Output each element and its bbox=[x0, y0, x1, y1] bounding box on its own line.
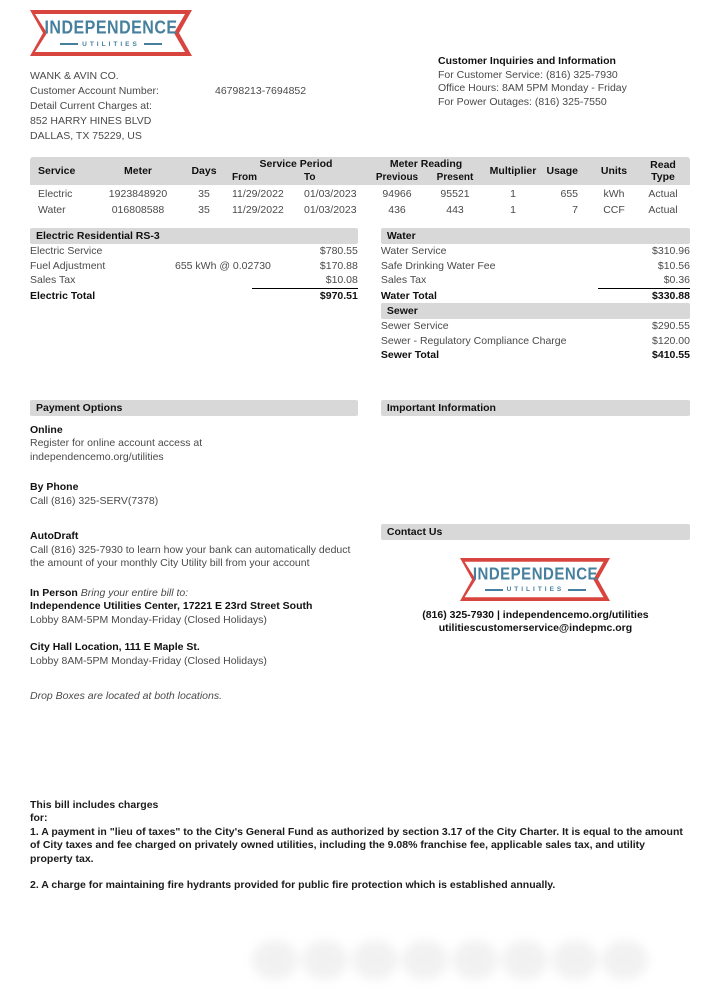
cell-read-type: Actual bbox=[648, 188, 678, 200]
charge-row bbox=[381, 319, 690, 334]
cell-multiplier: 1 bbox=[510, 204, 516, 216]
bill-footnotes bbox=[30, 799, 690, 893]
logo-title: INDEPENDENCE bbox=[44, 18, 178, 38]
charge-label: Sewer Service bbox=[380, 320, 449, 332]
cell-previous: 94966 bbox=[382, 188, 412, 200]
charge-amount: $410.55 bbox=[652, 349, 690, 361]
col-header-from: From bbox=[224, 171, 296, 185]
charge-amount: $330.88 bbox=[652, 289, 690, 302]
charge-row bbox=[30, 244, 358, 259]
inquiries-customer-service: For Customer Service: (816) 325-7930 bbox=[438, 68, 618, 81]
col-header-usage: Usage bbox=[542, 157, 592, 185]
charge-label: Sewer - Regulatory Compliance Charge bbox=[380, 334, 567, 347]
footnote-1: 1. A payment in "lieu of taxes" to the City's General Fund as authorized by section 3.17 of the City Charter. It is equal to the amount of City taxes and fee charged on privately owned utilities, including the 9.08% franchise fee, applicable sales tax, and utility property tax. bbox=[30, 825, 683, 865]
charge-row bbox=[381, 273, 690, 288]
detail-charges-label: Detail Current Charges at: bbox=[30, 100, 152, 112]
logo-rule-right bbox=[568, 589, 586, 591]
cell-meter: 1923848920 bbox=[108, 188, 168, 200]
cell-from: 11/29/2022 bbox=[232, 204, 284, 216]
footnote-intro-line1: This bill includes charges bbox=[30, 798, 159, 811]
autodraft-text: Call (816) 325-7930 to learn how your bank can automatically deduct the amount of your monthly City Utility bill from your account bbox=[30, 543, 351, 569]
col-header-previous: Previous bbox=[368, 171, 426, 185]
online-title: Online bbox=[30, 423, 63, 436]
water-total-row bbox=[381, 289, 690, 304]
independence-utilities-logo-footer bbox=[460, 558, 610, 601]
col-group-service-period: Service Period bbox=[224, 157, 368, 171]
service-address-line1: 852 HARRY HINES BLVD bbox=[30, 115, 152, 127]
charge-label: Sales Tax bbox=[30, 274, 76, 286]
sewer-total-row bbox=[381, 348, 690, 363]
col-group-meter-reading: Meter Reading bbox=[368, 157, 484, 171]
city-hall-hours: Lobby 8AM-5PM Monday-Friday (Closed Holidays) bbox=[30, 654, 267, 667]
account-number-label: Customer Account Number: bbox=[30, 85, 159, 97]
in-person-title: In Person bbox=[30, 586, 78, 599]
charge-row bbox=[30, 273, 358, 288]
customer-inquiries-block bbox=[438, 55, 690, 109]
right-info-column bbox=[381, 400, 690, 704]
online-url: independencemo.org/utilities bbox=[30, 450, 164, 463]
independence-utilities-logo bbox=[30, 10, 192, 56]
cell-meter: 016808588 bbox=[111, 204, 165, 216]
contact-phone-web: (816) 325-7930 | independencemo.org/utilities bbox=[422, 608, 649, 621]
charge-label: Sewer Total bbox=[380, 349, 440, 361]
logo-rule-right bbox=[144, 43, 162, 45]
cell-to: 01/03/2023 bbox=[304, 204, 357, 216]
charge-amount: $290.55 bbox=[652, 320, 690, 332]
customer-company: WANK & AVIN CO. bbox=[30, 70, 119, 82]
charge-row bbox=[381, 334, 690, 349]
col-header-multiplier: Multiplier bbox=[484, 157, 542, 185]
charge-label: Water Service bbox=[380, 245, 447, 257]
cell-days: 35 bbox=[198, 204, 210, 216]
cell-previous: 436 bbox=[388, 204, 406, 216]
charge-label: Fuel Adjustment bbox=[30, 259, 106, 272]
by-phone-number: Call (816) 325-SERV(7378) bbox=[30, 494, 159, 507]
payment-options-header: Payment Options bbox=[30, 400, 358, 416]
charge-amount: $310.96 bbox=[652, 245, 690, 257]
logo-subtitle: UTILITIES bbox=[506, 586, 565, 593]
service-address-line2: DALLAS, TX 75229, US bbox=[30, 130, 142, 142]
online-line1: Register for online account access at bbox=[30, 437, 203, 449]
contact-us-header: Contact Us bbox=[381, 524, 690, 540]
inquiries-title: Customer Inquiries and Information bbox=[438, 55, 616, 67]
col-header-service: Service bbox=[30, 157, 92, 185]
charge-amount: $0.36 bbox=[663, 274, 690, 286]
charge-amount: $780.55 bbox=[319, 245, 358, 257]
electric-total-row bbox=[30, 289, 358, 304]
in-person-hours: Lobby 8AM-5PM Monday-Friday (Closed Holidays) bbox=[30, 613, 267, 626]
important-information-header: Important Information bbox=[381, 400, 690, 416]
col-header-days: Days bbox=[184, 157, 224, 185]
cell-read-type: Actual bbox=[648, 204, 678, 216]
cell-present: 95521 bbox=[440, 188, 470, 200]
cell-service: Electric bbox=[38, 188, 73, 200]
charge-row bbox=[30, 259, 358, 274]
water-sewer-charges-section bbox=[381, 228, 690, 363]
charge-label: Water Total bbox=[380, 289, 437, 302]
electric-section-header: Electric Residential RS-3 bbox=[30, 228, 358, 244]
col-header-to: To bbox=[296, 171, 368, 185]
account-number-value: 46798213-7694852 bbox=[215, 85, 307, 97]
col-header-meter: Meter bbox=[92, 157, 184, 185]
cell-service: Water bbox=[38, 204, 66, 216]
cell-days: 35 bbox=[198, 188, 210, 200]
col-header-read-type: Read Type bbox=[636, 157, 690, 185]
logo-subtitle: UTILITIES bbox=[82, 40, 140, 48]
city-hall-location: City Hall Location, 111 E Maple St. bbox=[30, 641, 200, 653]
sewer-section-header: Sewer bbox=[381, 303, 690, 319]
logo-title: INDEPENDENCE bbox=[472, 564, 599, 585]
charge-amount: $10.08 bbox=[325, 274, 358, 286]
in-person-location: Independence Utilities Center, 17221 E 23rd Street South bbox=[30, 600, 313, 612]
customer-address-block bbox=[30, 69, 438, 144]
charge-detail: 655 kWh @ 0.02730 bbox=[175, 259, 271, 272]
inquiries-office-hours: Office Hours: 8AM 5PM Monday - Friday bbox=[438, 82, 627, 94]
logo-rule-left bbox=[485, 589, 503, 591]
col-header-units: Units bbox=[592, 157, 636, 185]
watermark-smudge bbox=[250, 932, 680, 990]
charge-amount: $170.88 bbox=[319, 259, 358, 272]
autodraft-title: AutoDraft bbox=[30, 530, 79, 542]
charge-label: Sales Tax bbox=[380, 274, 427, 286]
charge-amount: $10.56 bbox=[657, 259, 690, 272]
charge-row bbox=[381, 259, 690, 274]
cell-units: CCF bbox=[603, 204, 625, 216]
meter-reading-table bbox=[30, 157, 690, 217]
cell-units: kWh bbox=[603, 188, 625, 200]
charge-amount: $120.00 bbox=[652, 334, 690, 347]
table-row-water bbox=[30, 201, 690, 217]
charge-row bbox=[381, 244, 690, 259]
payment-options-section bbox=[30, 400, 358, 704]
table-row-electric bbox=[30, 185, 690, 201]
charge-label: Electric Total bbox=[30, 289, 96, 302]
charge-label: Electric Service bbox=[30, 245, 103, 257]
cell-from: 11/29/2022 bbox=[232, 188, 284, 200]
logo-rule-left bbox=[60, 43, 78, 45]
col-header-present: Present bbox=[426, 171, 484, 185]
water-section-header: Water bbox=[381, 228, 690, 244]
cell-present: 443 bbox=[446, 204, 464, 216]
by-phone-title: By Phone bbox=[30, 481, 79, 493]
charge-amount: $970.51 bbox=[319, 289, 358, 302]
drop-boxes-note: Drop Boxes are located at both locations. bbox=[30, 690, 223, 702]
contact-email: utilitiescustomerservice@indepmc.org bbox=[438, 621, 633, 634]
cell-usage: 7 bbox=[572, 204, 579, 216]
charge-label: Safe Drinking Water Fee bbox=[380, 259, 496, 272]
in-person-line bbox=[30, 587, 358, 601]
cell-multiplier: 1 bbox=[510, 188, 516, 200]
cell-to: 01/03/2023 bbox=[304, 188, 357, 200]
header bbox=[30, 10, 690, 144]
inquiries-power-outages: For Power Outages: (816) 325-7550 bbox=[438, 95, 607, 108]
footnote-2: 2. A charge for maintaining fire hydrants provided for public fire protection which is established annually. bbox=[30, 879, 556, 891]
footnote-intro-line2: for: bbox=[30, 812, 48, 824]
important-information-body bbox=[381, 416, 690, 524]
cell-usage: 655 bbox=[560, 188, 579, 200]
electric-charges-section bbox=[30, 228, 358, 363]
in-person-note: Bring your entire bill to: bbox=[80, 586, 189, 599]
